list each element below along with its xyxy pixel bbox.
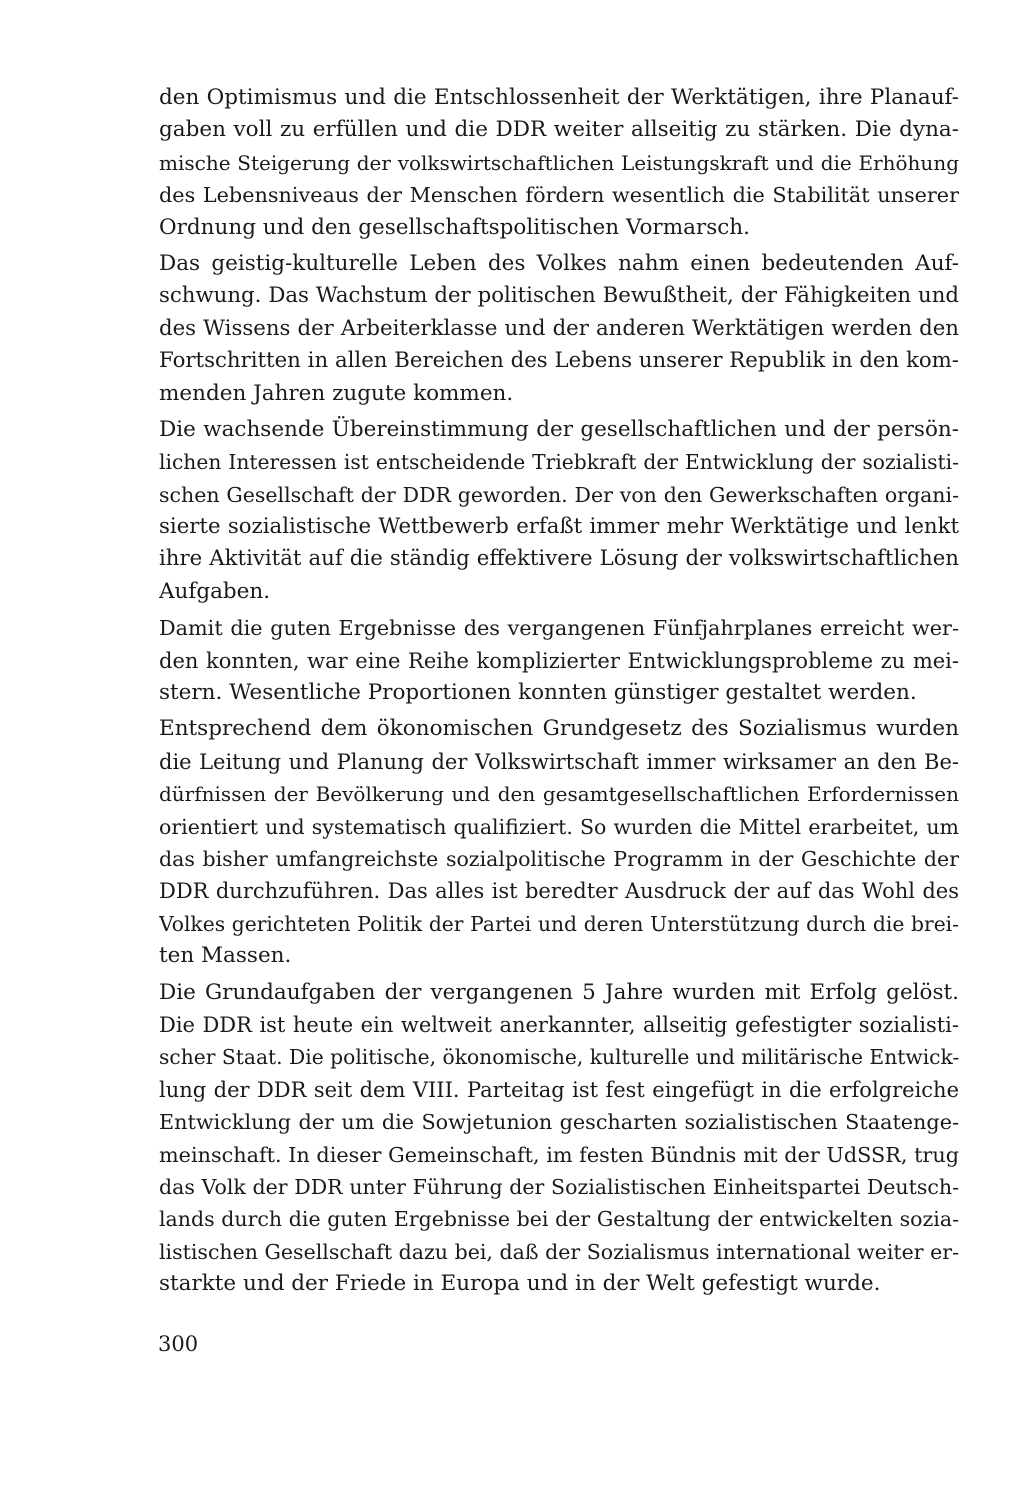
text-line: Aufgaben. (159, 578, 271, 604)
text-line: gaben voll zu erfüllen und die DDR weiter allseitig zu stärken. Die dyna- (159, 117, 959, 143)
paragraph (159, 248, 959, 410)
text-line: lands durch die guten Ergebnisse bei der Gestaltung der entwickelten sozia- (159, 1207, 959, 1232)
text-line: Damit die guten Ergebnisse des vergangenen Fünfjahrplanes erreicht wer- (159, 616, 959, 641)
text-line: die Leitung und Planung der Volkswirtschaft immer wirksamer an den Be- (159, 749, 959, 774)
text-line: das Volk der DDR unter Führung der Sozialistischen Einheitspartei Deutsch- (159, 1174, 959, 1199)
text-line: scher Staat. Die politische, ökonomische, kulturelle und militärische Entwick- (159, 1045, 959, 1070)
text-line: Entsprechend dem ökonomischen Grundgesetz des Sozialismus wurden (159, 716, 959, 742)
text-line: mische Steigerung der volkswirtschaftlichen Leistungskraft und die Erhöhung (159, 150, 959, 175)
text-line: das bisher umfangreichste sozialpolitische Programm in der Geschichte der (159, 846, 959, 871)
text-line: Die DDR ist heute ein weltweit anerkannter, allseitig gefestigter sozialisti- (159, 1012, 959, 1037)
text-line: lung der DDR seit dem VIII. Parteitag ist fest eingefügt in die erfolgreiche (159, 1077, 959, 1102)
text-line: schen Gesellschaft der DDR geworden. Der von den Gewerkschaften organi- (159, 482, 959, 507)
text-line: Die Grundaufgaben der vergangenen 5 Jahre wurden mit Erfolg gelöst. (159, 979, 959, 1005)
text-line: starkte und der Friede in Europa und in der Welt gefestigt wurde. (159, 1271, 881, 1297)
text-line: listischen Gesellschaft dazu bei, daß der Sozialismus international weiter er- (159, 1239, 959, 1264)
text-line: DDR durchzuführen. Das alles ist beredter Ausdruck der auf das Wohl des (159, 879, 959, 904)
paragraph (159, 414, 959, 608)
text-line: Ordnung und den gesellschaftspolitischen Vormarsch. (159, 214, 750, 240)
body-text (159, 82, 959, 1304)
text-line: den konnten, war eine Reihe komplizierter Entwicklungsprobleme zu mei- (159, 648, 959, 673)
text-line: des Wissens der Arbeiterklasse und der anderen Werktätigen werden den (159, 315, 959, 341)
text-line: ihre Aktivität auf die ständig effektivere Lösung der volkswirtschaftlichen (159, 546, 959, 572)
text-line: Entwicklung der um die Sowjetunion gescharten sozialistischen Staatenge- (159, 1110, 959, 1135)
text-line: Das geistig-kulturelle Leben des Volkes nahm einen bedeutenden Auf- (159, 250, 959, 276)
text-line: stern. Wesentliche Proportionen konnten günstiger gestaltet werden. (159, 680, 917, 706)
text-line: ten Massen. (159, 943, 292, 969)
text-line: schwung. Das Wachstum der politischen Bewußtheit, der Fähigkeiten und (159, 283, 959, 309)
paragraph (159, 713, 959, 972)
text-line: orientiert und systematisch qualifiziert. So wurden die Mittel erarbeitet, um (159, 814, 959, 839)
text-line: menden Jahren zugute kommen. (159, 380, 514, 406)
text-line: Fortschritten in allen Bereichen des Lebens unserer Republik in den kom- (159, 348, 959, 374)
text-line: Die wachsende Übereinstimmung der gesellschaftlichen und der persön- (159, 416, 959, 442)
text-line: sierte sozialistische Wettbewerb erfaßt immer mehr Werktätige und lenkt (159, 514, 959, 540)
text-line: dürfnissen der Bevölkerung und den gesamtgesellschaftlichen Erfordernissen (159, 782, 959, 807)
paragraph (159, 977, 959, 1301)
text-line: meinschaft. In dieser Gemeinschaft, im festen Bündnis mit der UdSSR, trug (159, 1142, 959, 1167)
text-line: Volkes gerichteten Politik der Partei und deren Unterstützung durch die brei- (159, 911, 959, 936)
text-line: des Lebensniveaus der Menschen fördern wesentlich die Stabilität unserer (159, 183, 959, 208)
page-number: 300 (158, 1332, 199, 1356)
text-line: den Optimismus und die Entschlossenheit der Werktätigen, ihre Planauf- (159, 85, 959, 110)
paragraph (159, 612, 959, 709)
text-line: lichen Interessen ist entscheidende Triebkraft der Entwicklung der sozialisti- (159, 450, 959, 475)
paragraph (159, 82, 959, 244)
